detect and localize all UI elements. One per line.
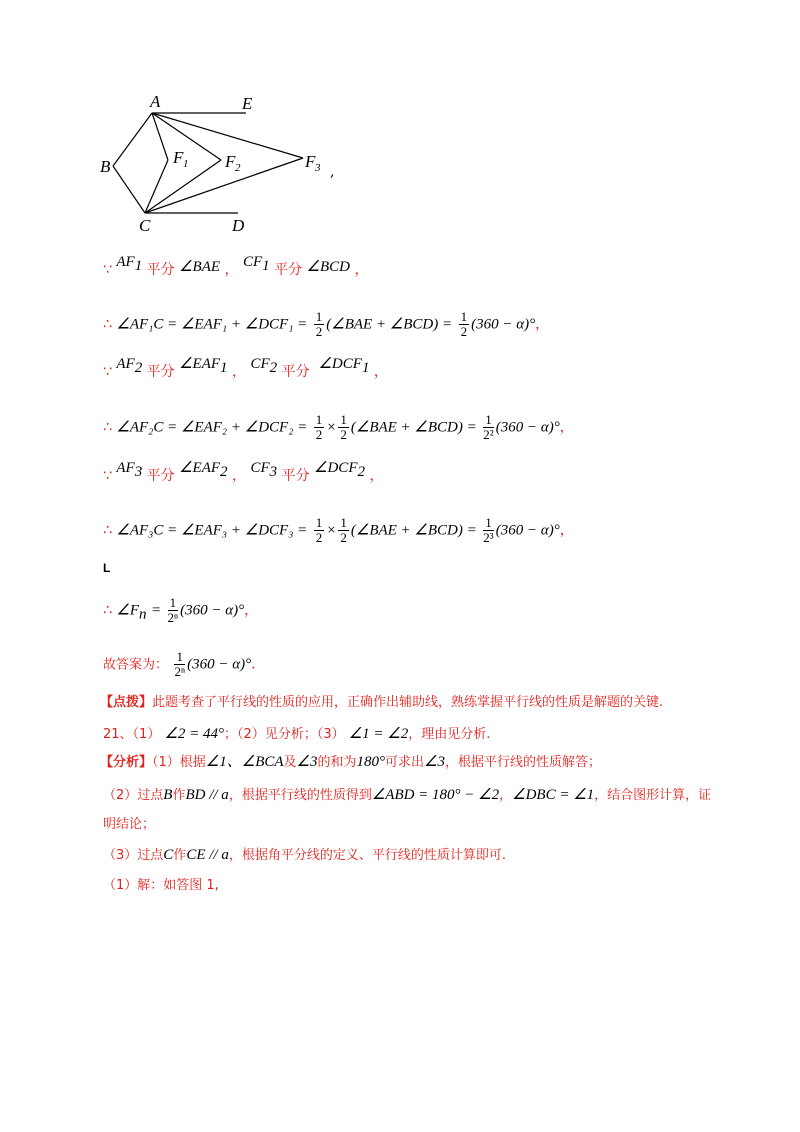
therefore-line-2: ∴ ∠AF₂C = ∠EAF₂ + ∠DCF₂ = $\frac{1}{2}$ × $\frac{1}{2}$ (∠BAE + ∠BCD) = $\frac{1}{\text{2²}}$ (360 − α)°， [103, 412, 574, 442]
since-symbol: ∵ [103, 262, 112, 278]
segment-AF2 [152, 113, 221, 160]
segment-AF1 [152, 113, 168, 160]
label-C: C [139, 216, 151, 235]
since-line-1: ∵ $AF_1$ 平分 ∠BAE ， $CF_1$ 平分 ∠BCD ， [103, 254, 369, 278]
analysis-line-1: 【分析】（1）根据∠1、∠BCA及∠3的和为180°可求出∠3，根据平行线的性质解答； [100, 754, 601, 770]
analysis-line-3: 明结论； [103, 817, 156, 832]
label-E: E [242, 94, 253, 113]
label-F3-sub: 3 [315, 162, 321, 174]
segment-AB [113, 113, 152, 166]
analysis-line-5: （1）解：如答图 1, [103, 878, 219, 893]
segment-BC [113, 166, 145, 213]
label-D: D [232, 216, 245, 235]
therefore-line-1: ∴ ∠AF₁C = ∠EAF₁ + ∠DCF₁ = $\frac{1}{2}$ (∠BAE + ∠BCD) = $\frac{1}{2}$ (360 − α)°， [103, 309, 550, 339]
label-F1: F [173, 148, 184, 167]
geometry-figure [0, 0, 800, 245]
label-F2-sub: 2 [235, 162, 241, 174]
analysis-line-4: （3）过点C作CE // a，根据角平分线的定义、平行线的性质计算即可. [103, 847, 506, 863]
analysis-line-2: （2）过点B作BD // a，根据平行线的性质得到∠ABD = 180° − ∠2，∠DBC = ∠1，结合图形计算，证 [103, 787, 712, 803]
label-A: A [150, 92, 161, 111]
label-F3: F [305, 152, 316, 171]
since-line-3: ∵ $AF_3$ 平分 $\angle EAF_2$ ， $CF_3$ 平分 $\angle DCF_2$ ， [103, 460, 384, 484]
tip-text: 此题考查了平行线的性质的应用，正确作出辅助线，熟练掌握平行线的性质是解题的关键. [152, 695, 664, 710]
since-line-2: ∵ $AF_2$ 平分 $\angle EAF_1$ ， $CF_2$ 平分 $\angle DCF_1$ ， [103, 356, 388, 380]
segment-CF3 [145, 158, 303, 213]
label-B: B [100, 157, 111, 176]
answer-line: 故答案为： $\frac{1}{\text{2ⁿ}}$ (360 − α)°. [103, 649, 256, 679]
tip-tag: 【点拨】 [100, 695, 153, 710]
therefore-line-3: ∴ ∠AF₃C = ∠EAF₃ + ∠DCF₃ = $\frac{1}{2}$ × $\frac{1}{2}$ (∠BAE + ∠BCD) = $\frac{1}{\text{2³}}$ (360 − α)°， [103, 515, 574, 545]
ellipsis-mark: L [103, 561, 111, 575]
therefore-line-general: ∴ $\angle F_n$ = $\frac{1}{\text{2ⁿ}}$ (360 − α)°， [103, 595, 259, 625]
label-F1-sub: 1 [183, 158, 189, 170]
q21-answer-line: 21、（1） ∠2 = 44°；（2）见分析；（3） ∠1 = ∠2，理由见分析. [103, 726, 491, 742]
tip-line [100, 693, 663, 713]
label-F2: F [225, 152, 236, 171]
label-trail: , [330, 164, 335, 180]
